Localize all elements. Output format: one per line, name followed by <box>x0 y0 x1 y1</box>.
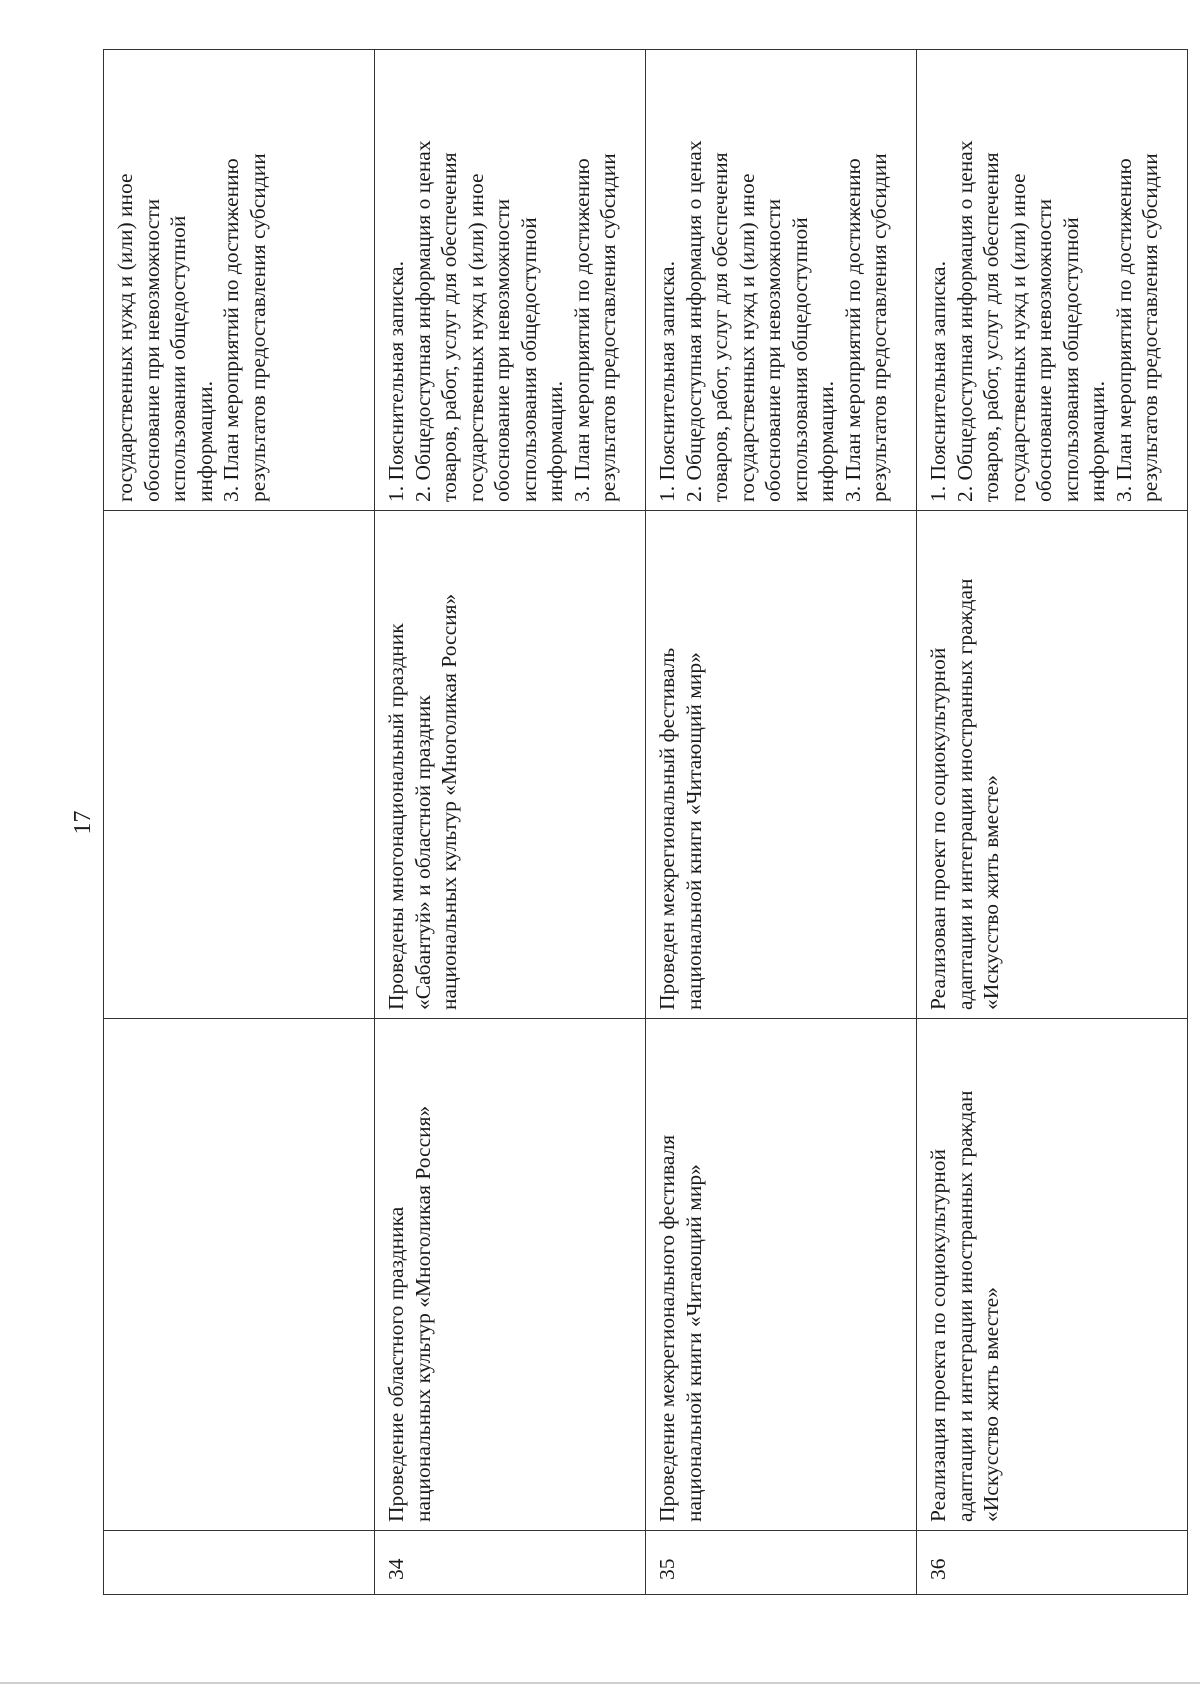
documents-cell: государственных нужд и (или) иное обоснование при невозможности использовании общедоступной информации. 3. План мероприятий по достижению результатов предоставления субсидии <box>104 50 375 511</box>
event-cell: Реализация проекта по социокультурной адаптации и интеграции иностранных граждан «Искусство жить вместе» <box>917 1019 1188 1531</box>
table-row <box>104 50 375 1595</box>
result-cell: Проведен межрегиональный фестиваль национальной книги «Читающий мир» <box>646 511 917 1019</box>
row-number-cell: 35 <box>646 1531 917 1595</box>
result-cell <box>104 511 375 1019</box>
page-number: 17 <box>70 810 96 835</box>
documents-cell: 1. Пояснительная записка. 2. Общедоступная информация о ценах товаров, работ, услуг для обеспечения государственных нужд и (или) иное обоснование при невозможности использования общедоступной информации. 3. План мероприятий по достижению результатов предоставления субсидии <box>917 50 1188 511</box>
row-number-cell <box>104 1531 375 1595</box>
result-cell: Проведены многонациональный праздник «Сабантуй» и областной праздник национальных культур «Многоликая Россия» <box>375 511 646 1019</box>
table-row <box>375 50 646 1595</box>
table-row <box>917 50 1188 1595</box>
event-cell <box>104 1019 375 1531</box>
scan-edge-line <box>0 1682 1200 1684</box>
row-number-cell: 36 <box>917 1531 1188 1595</box>
result-cell: Реализован проект по социокультурной адаптации и интеграции иностранных граждан «Искусство жить вместе» <box>917 511 1188 1019</box>
measures-table <box>103 49 1188 1595</box>
rotated-page <box>50 50 1162 1595</box>
documents-cell: 1. Пояснительная записка. 2. Общедоступная информация о ценах товаров, работ, услуг для обеспечения государственных нужд и (или) иное обоснование при невозможности использования общедоступной информации. 3. План мероприятий по достижению результатов предоставления субсидии <box>375 50 646 511</box>
table-row <box>646 50 917 1595</box>
documents-cell: 1. Пояснительная записка. 2. Общедоступная информация о ценах товаров, работ, услуг для обеспечения государственных нужд и (или) иное обоснование при невозможности использования общедоступной информации. 3. План мероприятий по достижению результатов предоставления субсидии <box>646 50 917 511</box>
row-number-cell: 34 <box>375 1531 646 1595</box>
event-cell: Проведение областного праздника национальных культур «Многоликая Россия» <box>375 1019 646 1531</box>
event-cell: Проведение межрегионального фестиваля национальной книги «Читающий мир» <box>646 1019 917 1531</box>
